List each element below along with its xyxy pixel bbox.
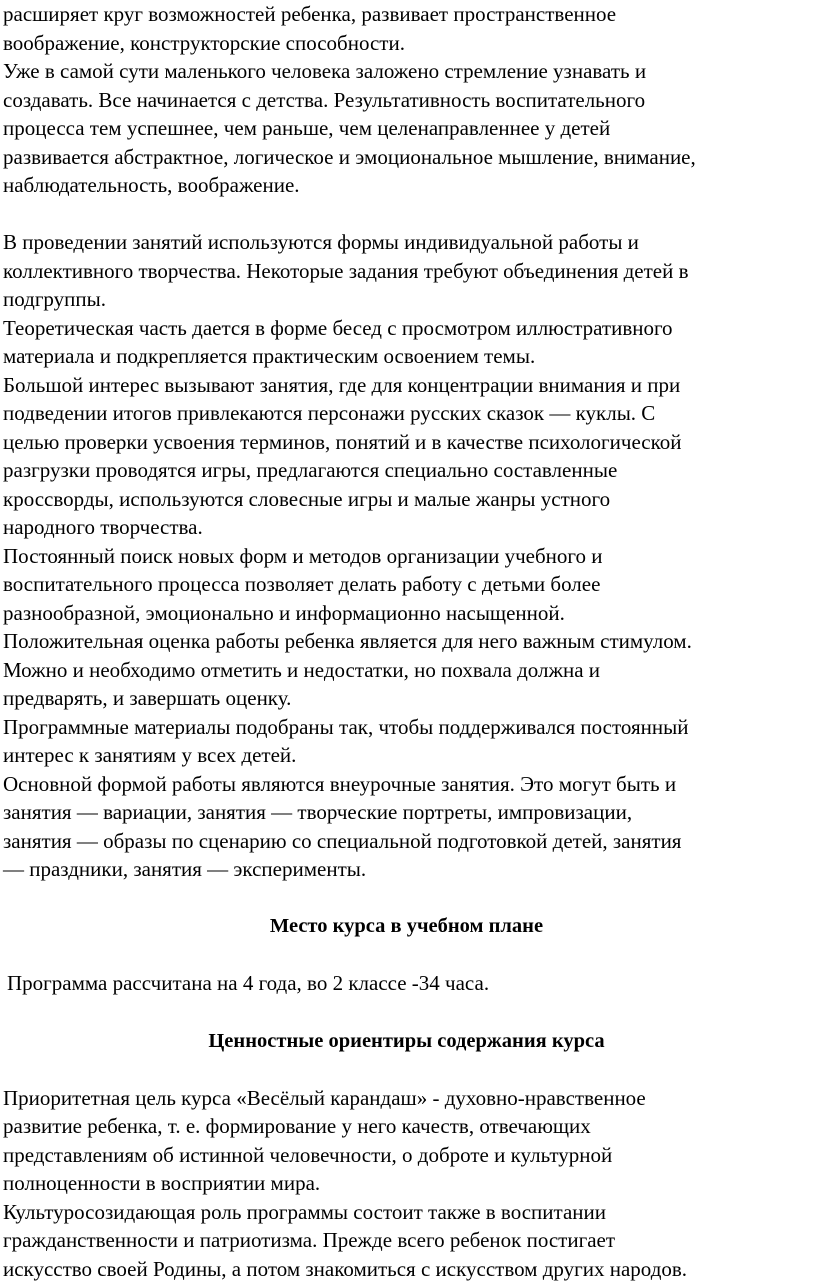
paragraph-9: Основной формой работы являются внеурочные занятия. Это могут быть и занятия — вариации, занятия — творческие портреты, импровизации, занятия — образы по сценарию со специальной подготовкой детей, занятия — праздники, занятия — эксперименты.	[3, 770, 810, 884]
paragraph-4: Теоретическая часть дается в форме бесед с просмотром иллюстративного материала и подкрепляется практическим освоением темы.	[3, 314, 810, 371]
blank-line	[3, 200, 810, 229]
paragraph-10: Приоритетная цель курса «Весёлый карандаш» - духовно-нравственное развитие ребенка, т. е. формирование у него качеств, отвечающих представлениям об истинной человечности, о доброте и культурной полноценности в восприятии мира.	[3, 1084, 810, 1198]
paragraph-6: Постоянный поиск новых форм и методов организации учебного и воспитательного процесса позволяет делать работу с детьми более разнообразной, эмоционально и информационно насыщенной.	[3, 542, 810, 628]
blank-line	[3, 941, 810, 970]
paragraph-7: Положительная оценка работы ребенка является для него важным стимулом. Можно и необходимо отметить и недостатки, но похвала должна и предварять, и завершать оценку.	[3, 627, 810, 713]
paragraph-8: Программные материалы подобраны так, чтобы поддерживался постоянный интерес к занятиям у всех детей.	[3, 713, 810, 770]
paragraph-3: В проведении занятий используются формы индивидуальной работы и коллективного творчества. Некоторые задания требуют объединения детей в подгруппы.	[3, 228, 810, 314]
paragraph-1: расширяет круг возможностей ребенка, развивает пространственное воображение, конструкторские способности.	[3, 0, 810, 57]
paragraph-5: Большой интерес вызывают занятия, где для концентрации внимания и при подведении итогов привлекаются персонажи русских сказок — куклы. С целью проверки усвоения терминов, понятий и в качестве психологической разгрузки проводятся игры, предлагаются специально составленные кроссворды, используются словесные игры и малые жанры устного народного творчества.	[3, 371, 810, 542]
blank-line	[3, 1055, 810, 1084]
section-heading-value-orientations: Ценностные ориентиры содержания курса	[3, 1027, 810, 1056]
section-heading-course-place: Место курса в учебном плане	[3, 912, 810, 941]
blank-line	[3, 884, 810, 913]
program-hours-text: Программа рассчитана на 4 года, во 2 классе -34 часа.	[3, 969, 810, 998]
paragraph-11: Культуросозидающая роль программы состоит также в воспитании гражданственности и патриотизма. Прежде всего ребенок постигает искусство своей Родины, а потом знакомиться с искусством других народов.	[3, 1198, 810, 1283]
paragraph-2: Уже в самой сути маленького человека заложено стремление узнавать и создавать. Все начинается с детства. Результативность воспитательного процесса тем успешнее, чем раньше, чем целенаправленнее у детей развивается абстрактное, логическое и эмоциональное мышление, внимание, наблюдательность, воображение.	[3, 57, 810, 200]
